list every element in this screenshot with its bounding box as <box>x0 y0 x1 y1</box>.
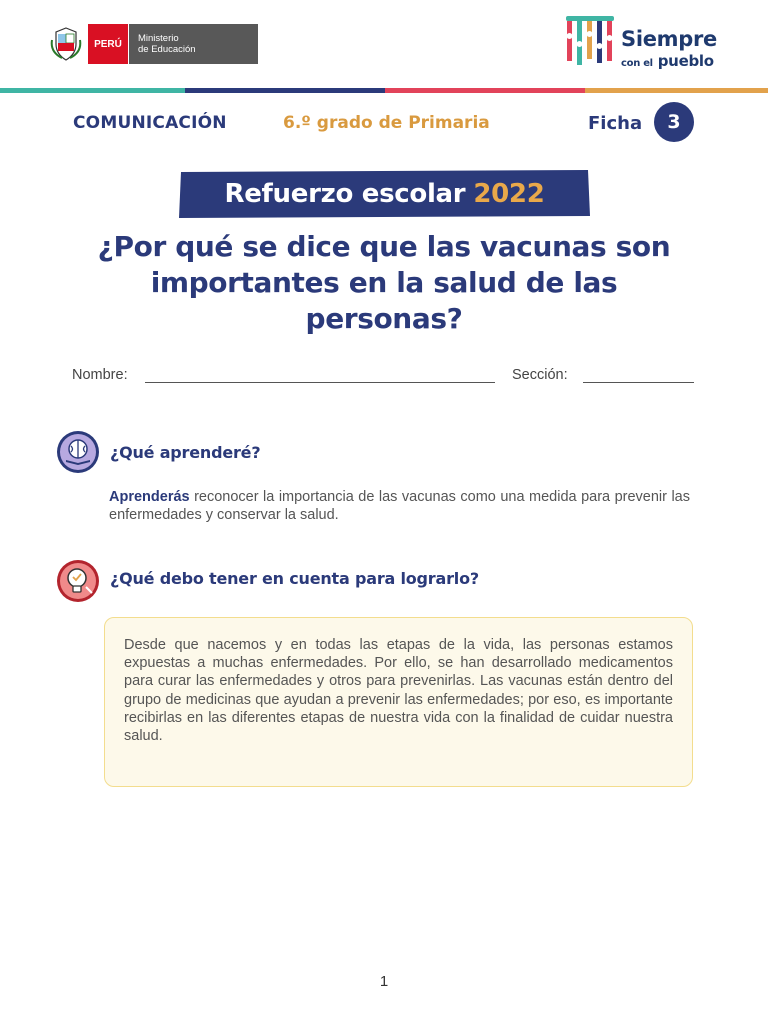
ministry-line1: Ministerio <box>138 33 179 44</box>
ministry-line2: de Educación <box>138 44 196 55</box>
ficha-number-badge: 3 <box>654 102 694 142</box>
learn-body: reconocer la importancia de las vacunas como una medida para prevenir las enfermedades y conservar la salud. <box>109 489 690 523</box>
slogan-line1: Siempre <box>621 27 717 51</box>
coat-of-arms-icon <box>50 26 82 62</box>
learn-description <box>109 488 690 524</box>
lightbulb-icon <box>56 559 100 603</box>
slogan-small: con el <box>621 58 653 69</box>
brain-book-icon <box>56 430 100 474</box>
info-box <box>104 617 693 787</box>
section-keep-in-mind-title: ¿Qué debo tener en cuenta para lograrlo? <box>110 569 479 588</box>
banner-title: Refuerzo escolar <box>224 179 466 209</box>
government-logo <box>50 24 258 64</box>
name-field[interactable] <box>145 382 495 383</box>
banner-text-row <box>178 170 591 218</box>
stripe-segment <box>385 88 585 93</box>
page-number: 1 <box>379 973 389 990</box>
banner-year: 2022 <box>473 179 545 209</box>
ficha-label: Ficha <box>588 113 643 134</box>
section-label: Sección: <box>512 367 568 383</box>
stripe-segment <box>185 88 385 93</box>
name-label: Nombre: <box>72 367 128 383</box>
slogan-line2 <box>621 52 714 70</box>
page-title: ¿Por qué se dice que las vacunas son importantes en la salud de las personas? <box>97 230 671 335</box>
banner <box>178 170 591 218</box>
color-stripe <box>0 88 768 93</box>
grade-label: 6.º grado de Primaria <box>283 113 490 133</box>
section-field[interactable] <box>583 382 694 383</box>
subject-label: COMUNICACIÓN <box>73 113 227 133</box>
slogan-word: pueblo <box>657 52 714 70</box>
ministry-label <box>128 24 258 64</box>
info-text: Desde que nacemos y en todas las etapas de la vida, las personas estamos expuestas a muchas enfermedades. Por ello, se han desarrollado medicamentos para curar las enfermedades y otros para prevenirlas. Las vacunas están dentro del grupo de medicinas que ayudan a prevenir las enfermedades; por eso, es importante recibirlas en las diferentes etapas de nuestra vida con la finalidad de cuidar nuestra salud. <box>124 637 673 745</box>
stripe-segment <box>0 88 185 93</box>
colored-keys-icon <box>564 16 616 66</box>
section-learn-title: ¿Qué aprenderé? <box>110 443 261 462</box>
stripe-segment <box>585 88 768 93</box>
learn-lead: Aprenderás <box>109 489 190 505</box>
peru-label: PERÚ <box>88 24 128 64</box>
siempre-con-el-pueblo-logo <box>560 12 730 68</box>
